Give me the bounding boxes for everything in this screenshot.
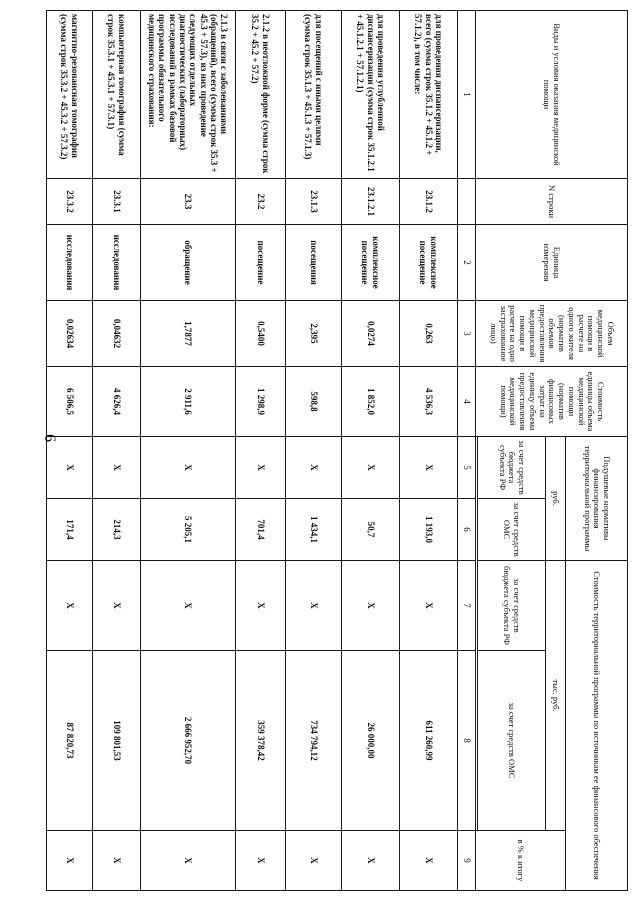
- row-prog-oms: 611 260,99: [400, 651, 458, 831]
- row-volume: 0,0274: [342, 301, 400, 367]
- col-number: 8: [458, 651, 476, 831]
- row-prog-oms: 87 820,73: [47, 651, 93, 831]
- row-line: 23.3: [141, 179, 236, 225]
- table-row: [93, 11, 141, 891]
- header-norm-oms: за счет средств ОМС: [478, 499, 546, 561]
- col-number: 9: [458, 831, 476, 891]
- header-prog-budget: за счет средств бюджета субъекта РФ: [478, 561, 546, 651]
- row-volume: 2,395: [286, 301, 342, 367]
- row-name: для проведения углубленной диспансеризации (сумма строк 35.1.2.1 + 45.1.2.1 + 57.1.2.1): [342, 11, 400, 179]
- col-number: [458, 179, 476, 225]
- row-unit: посещение: [236, 225, 286, 301]
- row-volume: 0,02634: [47, 301, 93, 367]
- row-prog-oms: 734 794,12: [286, 651, 342, 831]
- row-line: 23.1.2.1: [342, 179, 400, 225]
- row-cost: 6 506,5: [47, 367, 93, 437]
- row-volume: 0,04632: [93, 301, 141, 367]
- table-row: [342, 11, 400, 891]
- row-prog-oms: 109 801,53: [93, 651, 141, 831]
- row-norm-budget: X: [400, 437, 458, 499]
- row-prog-budget: X: [400, 561, 458, 651]
- row-norm-budget: X: [286, 437, 342, 499]
- row-prog-budget: X: [47, 561, 93, 651]
- row-cost: 1 852,0: [342, 367, 400, 437]
- header-norms-group: Подушевые нормативы финансирования территориальной программы: [566, 437, 628, 561]
- col-number: 3: [458, 301, 476, 367]
- row-pct: X: [141, 831, 236, 891]
- row-prog-oms: 2 666 952,70: [141, 651, 236, 831]
- row-name: компьютерная томография (сумма строк 35.3.1 + 45.3.1 + 57.3.1): [93, 11, 141, 179]
- row-cost: 4 626,4: [93, 367, 141, 437]
- table-row: [47, 11, 93, 891]
- row-line: 23.1.3: [286, 179, 342, 225]
- row-volume: 0,263: [400, 301, 458, 367]
- row-prog-budget: X: [342, 561, 400, 651]
- row-unit: посещения: [286, 225, 342, 301]
- row-prog-budget: X: [93, 561, 141, 651]
- row-pct: X: [47, 831, 93, 891]
- header-line: N строки: [476, 179, 628, 225]
- row-norm-oms: 5 205,1: [141, 499, 236, 561]
- header-row-1: [566, 11, 628, 891]
- header-prog-oms: за счет средств ОМС: [478, 651, 546, 831]
- row-norm-oms: 1 193,0: [400, 499, 458, 561]
- table-row: [236, 11, 286, 891]
- table-row: [286, 11, 342, 891]
- header-volume: Объем медицинской помощи в расчете на одного жителя (норматив объемов предоставления медицинской помощи в расчете на одно застрахованное лицо): [476, 301, 628, 367]
- row-norm-budget: X: [342, 437, 400, 499]
- row-line: 23.3.2: [47, 179, 93, 225]
- col-number: 2: [458, 225, 476, 301]
- row-cost: 4 536,3: [400, 367, 458, 437]
- row-pct: X: [236, 831, 286, 891]
- row-norm-oms: 171,4: [47, 499, 93, 561]
- row-prog-budget: X: [286, 561, 342, 651]
- rotated-table-container: [59, 10, 628, 890]
- row-norm-budget: X: [141, 437, 236, 499]
- table-row: [141, 11, 236, 891]
- row-norm-budget: X: [93, 437, 141, 499]
- row-name: 2.1.3 в связи с заболеваниями (обращений), всего (сумма строк 35.3 + 45.3 + 57.3), из них проведение следующих отдельных диагностических (лабораторных) исследований в рамках базовой программы обязательного медицинского страхования:: [141, 11, 236, 179]
- row-prog-oms: 26 000,00: [342, 651, 400, 831]
- row-prog-budget: X: [141, 561, 236, 651]
- header-unit: Единица измерения: [476, 225, 628, 301]
- col-number: 5: [458, 437, 476, 499]
- page-number: 6: [41, 434, 58, 442]
- col-number: 7: [458, 561, 476, 651]
- row-prog-budget: X: [236, 561, 286, 651]
- row-unit: комплексное посещение: [400, 225, 458, 301]
- header-program-group: Стоимость территориальной программы по источникам ее финансового обеспечения: [566, 561, 628, 891]
- row-unit: комплексное посещение: [342, 225, 400, 301]
- row-unit: исследования: [47, 225, 93, 301]
- row-pct: X: [342, 831, 400, 891]
- col-number: 6: [458, 499, 476, 561]
- row-cost: 1 298,9: [236, 367, 286, 437]
- row-norm-budget: X: [236, 437, 286, 499]
- header-kinds: Виды и условия оказания медицинской помощи: [476, 11, 628, 179]
- col-number: 4: [458, 367, 476, 437]
- row-pct: X: [286, 831, 342, 891]
- header-unit-rub: руб.: [546, 437, 566, 561]
- row-line: 23.3.1: [93, 179, 141, 225]
- row-name: для посещений с иными целями (сумма строк 35.1.3 + 45.1.3 + 57.1.3): [286, 11, 342, 179]
- row-name: для проведения диспансеризации, всего (сумма строк 35.1.2 + 45.1.2 + 57.1.2), в том числе:: [400, 11, 458, 179]
- row-name: 2.1.2 в неотложной форме (сумма строк 35.2 + 45.2 + 57.2): [236, 11, 286, 179]
- row-norm-oms: 1 434,1: [286, 499, 342, 561]
- row-cost: 2 911,6: [141, 367, 236, 437]
- header-unit-thousand-rub: тыс. руб.: [546, 561, 566, 831]
- row-norm-oms: 701,4: [236, 499, 286, 561]
- row-pct: X: [400, 831, 458, 891]
- row-volume: 0,5400: [236, 301, 286, 367]
- column-number-row: [458, 11, 476, 891]
- row-norm-oms: 50,7: [342, 499, 400, 561]
- row-unit: исследования: [93, 225, 141, 301]
- row-cost: 598,8: [286, 367, 342, 437]
- row-line: 23.2: [236, 179, 286, 225]
- header-norm-budget: за счет средств бюджета субъекта РФ: [478, 437, 546, 499]
- row-volume: 1,7877: [141, 301, 236, 367]
- col-number: 1: [458, 11, 476, 179]
- header-cost: Стоимость единицы объема медицинской помощи (норматив финансовых затрат на единицу объема предоставления медицинской помощи): [476, 367, 628, 437]
- row-unit: обращение: [141, 225, 236, 301]
- row-prog-oms: 359 378,42: [236, 651, 286, 831]
- table-row: [400, 11, 458, 891]
- row-norm-oms: 214,3: [93, 499, 141, 561]
- medical-care-table: [46, 10, 628, 891]
- row-name: магнитно-резонансная томография (сумма строк 35.3.2 + 45.3.2 + 57.3.2): [47, 11, 93, 179]
- row-norm-budget: X: [47, 437, 93, 499]
- row-pct: X: [93, 831, 141, 891]
- row-line: 23.1.2: [400, 179, 458, 225]
- header-pct: в % к итогу: [476, 831, 566, 891]
